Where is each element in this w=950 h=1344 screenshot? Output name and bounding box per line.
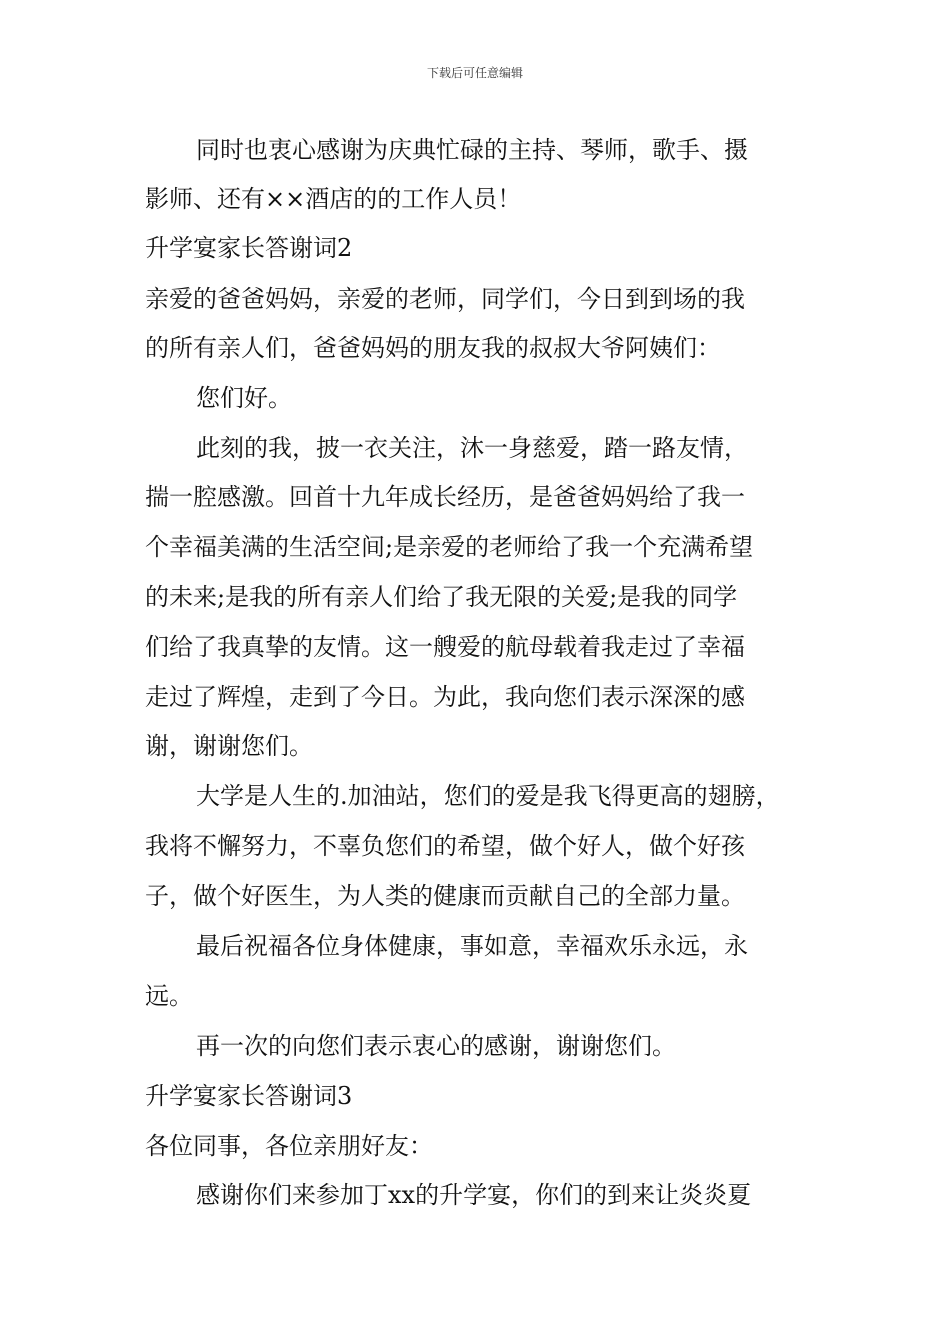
paragraph-line: 谢，谢谢您们。 [145,732,313,760]
paragraph-line: 最后祝福各位身体健康，事如意，幸福欢乐永远，永 [196,932,748,960]
paragraph-line: 亲爱的爸爸妈妈，亲爱的老师，同学们，今日到到场的我 [145,285,745,313]
paragraph-line: 再一次的向您们表示衷心的感谢，谢谢您们。 [196,1032,676,1060]
paragraph-line: 各位同事，各位亲朋好友： [145,1132,433,1160]
paragraph-line: 感谢你们来参加丁xx的升学宴，你们的到来让炎炎夏 [196,1181,752,1209]
paragraph-line: 同时也衷心感谢为庆典忙碌的主持、琴师，歌手、摄 [196,136,748,164]
paragraph-line: 大学是人生的.加油站，您们的爱是我飞得更高的翅膀， [196,782,780,810]
paragraph-line: 子，做个好医生，为人类的健康而贡献自己的全部力量。 [145,882,745,910]
paragraph-line: 您们好。 [196,384,292,412]
paragraph-line: 个幸福美满的生活空间;是亲爱的老师给了我一个充满希望 [145,533,754,561]
paragraph-line: 远。 [145,982,193,1010]
section-heading: 升学宴家长答谢词3 [145,1082,353,1110]
paragraph-line: 的未来;是我的所有亲人们给了我无限的关爱;是我的同学 [145,583,738,611]
section-heading: 升学宴家长答谢词2 [145,234,353,262]
paragraph-line: 的所有亲人们，爸爸妈妈的朋友我的叔叔大爷阿姨们： [145,334,721,362]
paragraph-line: 此刻的我，披一衣关注，沐一身慈爱，踏一路友情， [196,434,748,462]
paragraph-line: 们给了我真挚的友情。这一艘爱的航母载着我走过了幸福 [145,633,745,661]
paragraph-line: 我将不懈努力，不辜负您们的希望，做个好人，做个好孩 [145,832,745,860]
paragraph-line: 走过了辉煌，走到了今日。为此，我向您们表示深深的感 [145,683,745,711]
header-note: 下载后可任意编辑 [426,66,523,80]
paragraph-line: 影师、还有××酒店的的工作人员！ [145,185,522,213]
paragraph-line: 揣一腔感激。回首十九年成长经历，是爸爸妈妈给了我一 [145,483,745,511]
